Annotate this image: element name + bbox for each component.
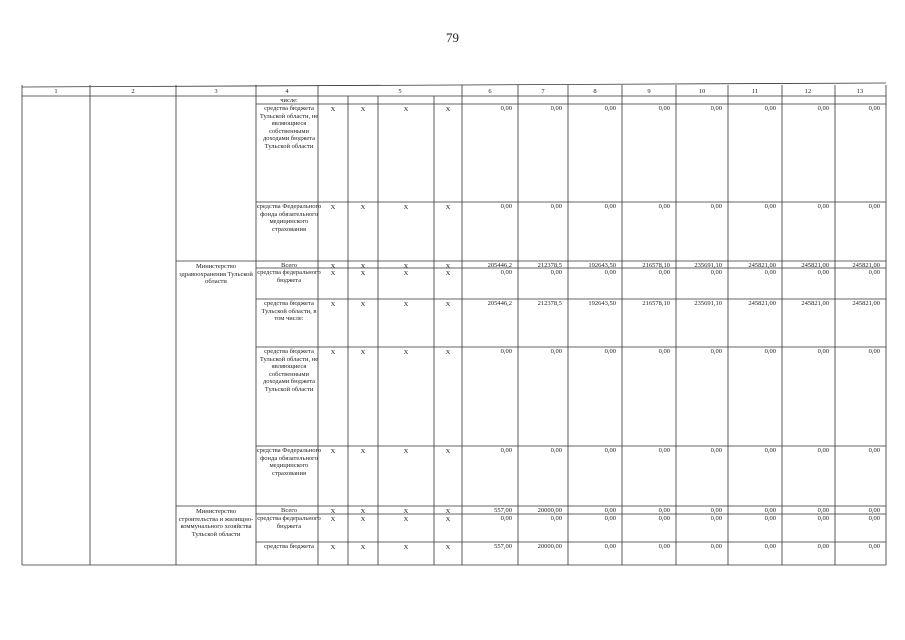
table-cell-value: 245821,00: [852, 262, 880, 269]
row-label: средства бюджета Тульской области, в том числе:: [261, 300, 317, 323]
column-header: 12: [804, 88, 812, 95]
x-mark: X: [330, 508, 336, 515]
column-header: 4: [285, 88, 289, 95]
column-header: 7: [541, 88, 545, 95]
table-cell-value: 0,00: [500, 515, 512, 522]
table-cell-value: 20000,00: [537, 543, 562, 550]
x-mark: X: [360, 516, 366, 523]
row-label: средства бюджета: [264, 543, 314, 550]
table-cell-value: 0,00: [710, 269, 722, 276]
table-cell-value: 0,00: [550, 515, 562, 522]
table-cell-value: 0,00: [764, 348, 776, 355]
row-label: средства бюджета Тульской области, не являющиеся собственными доходами бюджета Тульской области: [259, 348, 319, 393]
column-header: 5: [398, 88, 402, 95]
table-cell-value: 0,00: [658, 447, 670, 454]
x-mark: X: [403, 516, 409, 523]
x-mark: X: [445, 544, 451, 551]
row-label: средства бюджета Тульской области, не являющиеся собственными доходами бюджета Тульской области: [259, 105, 319, 150]
x-mark: X: [360, 544, 366, 551]
table-cell-value: 0,00: [604, 269, 616, 276]
table-cell-value: 0,00: [710, 105, 722, 112]
table-cell-value: 0,00: [764, 105, 776, 112]
x-mark: X: [330, 448, 336, 455]
table-cell-value: 0,00: [868, 203, 880, 210]
table-cell-value: 245821,00: [748, 300, 776, 307]
row-label: средства федерального бюджета: [257, 269, 321, 284]
x-mark: X: [403, 106, 409, 113]
row-label: Всего: [281, 507, 297, 514]
x-mark: X: [445, 516, 451, 523]
table-cell-value: 235691,10: [694, 300, 722, 307]
table-cell-value: 0,00: [817, 507, 829, 514]
x-mark: X: [360, 270, 366, 277]
x-mark: X: [330, 349, 336, 356]
table-cell-value: 0,00: [868, 269, 880, 276]
x-mark: X: [330, 106, 336, 113]
page-number: 79: [446, 30, 459, 45]
x-mark: X: [360, 349, 366, 356]
table-cell-value: 0,00: [764, 447, 776, 454]
x-mark: X: [403, 301, 409, 308]
table-cell-value: 0,00: [710, 515, 722, 522]
table-cell-value: 0,00: [817, 269, 829, 276]
table-cell-value: 0,00: [604, 515, 616, 522]
x-mark: X: [360, 301, 366, 308]
table-cell-value: 0,00: [710, 203, 722, 210]
table-cell-value: 0,00: [604, 447, 616, 454]
table-cell-value: 0,00: [550, 269, 562, 276]
table-cell-value: 245821,00: [748, 262, 776, 269]
table-cell-value: 0,00: [868, 507, 880, 514]
table-cell-value: 0,00: [710, 348, 722, 355]
table-cell-value: 0,00: [658, 515, 670, 522]
table-cell-value: 0,00: [817, 348, 829, 355]
table-cell-value: 205446,2: [487, 262, 512, 269]
column-header: 8: [593, 88, 597, 95]
table-cell-value: 20000,00: [537, 507, 562, 514]
table-cell-value: 216578,10: [642, 300, 670, 307]
table-cell-value: 0,00: [764, 269, 776, 276]
table-cell-value: 0,00: [604, 203, 616, 210]
table-cell-value: 0,00: [817, 105, 829, 112]
x-mark: X: [403, 349, 409, 356]
table-cell-value: 0,00: [764, 203, 776, 210]
table-cell-value: 0,00: [500, 348, 512, 355]
x-mark: X: [360, 106, 366, 113]
column-header: 2: [131, 88, 135, 95]
table-cell-value: 0,00: [868, 348, 880, 355]
x-mark: X: [330, 270, 336, 277]
table-cell-value: 205446,2: [487, 300, 512, 307]
column-header: 10: [698, 88, 706, 95]
table-cell-value: 557,00: [494, 543, 512, 550]
table-cell-value: 0,00: [550, 447, 562, 454]
x-mark: X: [445, 204, 451, 211]
x-mark: X: [403, 270, 409, 277]
column-header: 13: [856, 88, 864, 95]
column-header: 1: [54, 88, 58, 95]
x-mark: X: [445, 448, 451, 455]
x-mark: X: [330, 544, 336, 551]
table-cell-value: 0,00: [658, 105, 670, 112]
x-mark: X: [403, 448, 409, 455]
x-mark: X: [403, 544, 409, 551]
x-mark: X: [360, 448, 366, 455]
table-cell-value: 0,00: [500, 203, 512, 210]
x-mark: X: [445, 349, 451, 356]
table-cell-value: 0,00: [604, 507, 616, 514]
table-cell-value: 0,00: [604, 105, 616, 112]
x-mark: X: [445, 301, 451, 308]
table-cell-value: 557,00: [494, 507, 512, 514]
x-mark: X: [360, 263, 366, 270]
table-cell-value: 0,00: [764, 507, 776, 514]
table-cell-value: 0,00: [868, 515, 880, 522]
table-cell-value: 235691,10: [694, 262, 722, 269]
column-header: 3: [214, 88, 218, 95]
table-cell-value: 0,00: [658, 507, 670, 514]
table-cell-value: 0,00: [868, 105, 880, 112]
table-cell-value: 0,00: [817, 515, 829, 522]
x-mark: X: [445, 508, 451, 515]
table-cell-value: 0,00: [817, 447, 829, 454]
x-mark: X: [330, 204, 336, 211]
table-cell-value: 0,00: [604, 348, 616, 355]
table-cell-value: 0,00: [604, 543, 616, 550]
column-header: 6: [488, 88, 492, 95]
x-mark: X: [330, 301, 336, 308]
x-mark: X: [445, 106, 451, 113]
table-cell-value: 192643,50: [588, 262, 616, 269]
table-cell-value: 192643,50: [588, 300, 616, 307]
x-mark: X: [403, 204, 409, 211]
table-cell-value: 0,00: [550, 348, 562, 355]
x-mark: X: [360, 508, 366, 515]
table-cell-value: 245821,00: [801, 300, 829, 307]
x-mark: X: [330, 263, 336, 270]
table-cell-value: 0,00: [817, 203, 829, 210]
table-cell-value: 0,00: [500, 105, 512, 112]
x-mark: X: [403, 263, 409, 270]
table-cell-value: 0,00: [658, 203, 670, 210]
table-cell-value: 216578,10: [642, 262, 670, 269]
row-label: средства Федерального фонда обязательного медицинского страхования: [256, 447, 322, 477]
table-cell-value: 245821,00: [801, 262, 829, 269]
row-label: средства федерального бюджета: [257, 515, 321, 530]
x-mark: X: [445, 270, 451, 277]
x-mark: X: [445, 263, 451, 270]
table-cell-value: 0,00: [550, 105, 562, 112]
table-cell-value: 0,00: [868, 447, 880, 454]
table-cell-value: 0,00: [868, 543, 880, 550]
table-cell-value: 245821,00: [852, 300, 880, 307]
organization-name: Министерство строительства и жилищно-коммунального хозяйства Тульской области: [178, 508, 254, 538]
table-cell-value: 0,00: [658, 348, 670, 355]
row-label: средства Федерального фонда обязательного медицинского страхования: [256, 203, 322, 233]
x-mark: X: [403, 508, 409, 515]
table-cell-value: 0,00: [500, 269, 512, 276]
table-cell-value: 0,00: [658, 543, 670, 550]
column-header: 11: [751, 88, 759, 95]
table-cell-value: 0,00: [764, 543, 776, 550]
x-mark: X: [330, 516, 336, 523]
table-cell-value: 0,00: [500, 447, 512, 454]
row-label: Всего: [281, 262, 297, 269]
organization-name: Министерство здравоохранения Тульской области: [179, 263, 253, 286]
column-header: 9: [647, 88, 651, 95]
table-cell-value: 0,00: [764, 515, 776, 522]
table-top-border: [22, 83, 886, 87]
table-cell-value: 0,00: [817, 543, 829, 550]
table-cell-value: 0,00: [550, 203, 562, 210]
table-cell-value: 0,00: [658, 269, 670, 276]
table-cell-value: 0,00: [710, 447, 722, 454]
table-cell-value: 0,00: [710, 543, 722, 550]
table-cell-value: 212378,5: [537, 262, 562, 269]
table-cell-value: 212378,5: [537, 300, 562, 307]
x-mark: X: [360, 204, 366, 211]
table-cell-value: 0,00: [710, 507, 722, 514]
row-label: числе:: [280, 97, 298, 104]
